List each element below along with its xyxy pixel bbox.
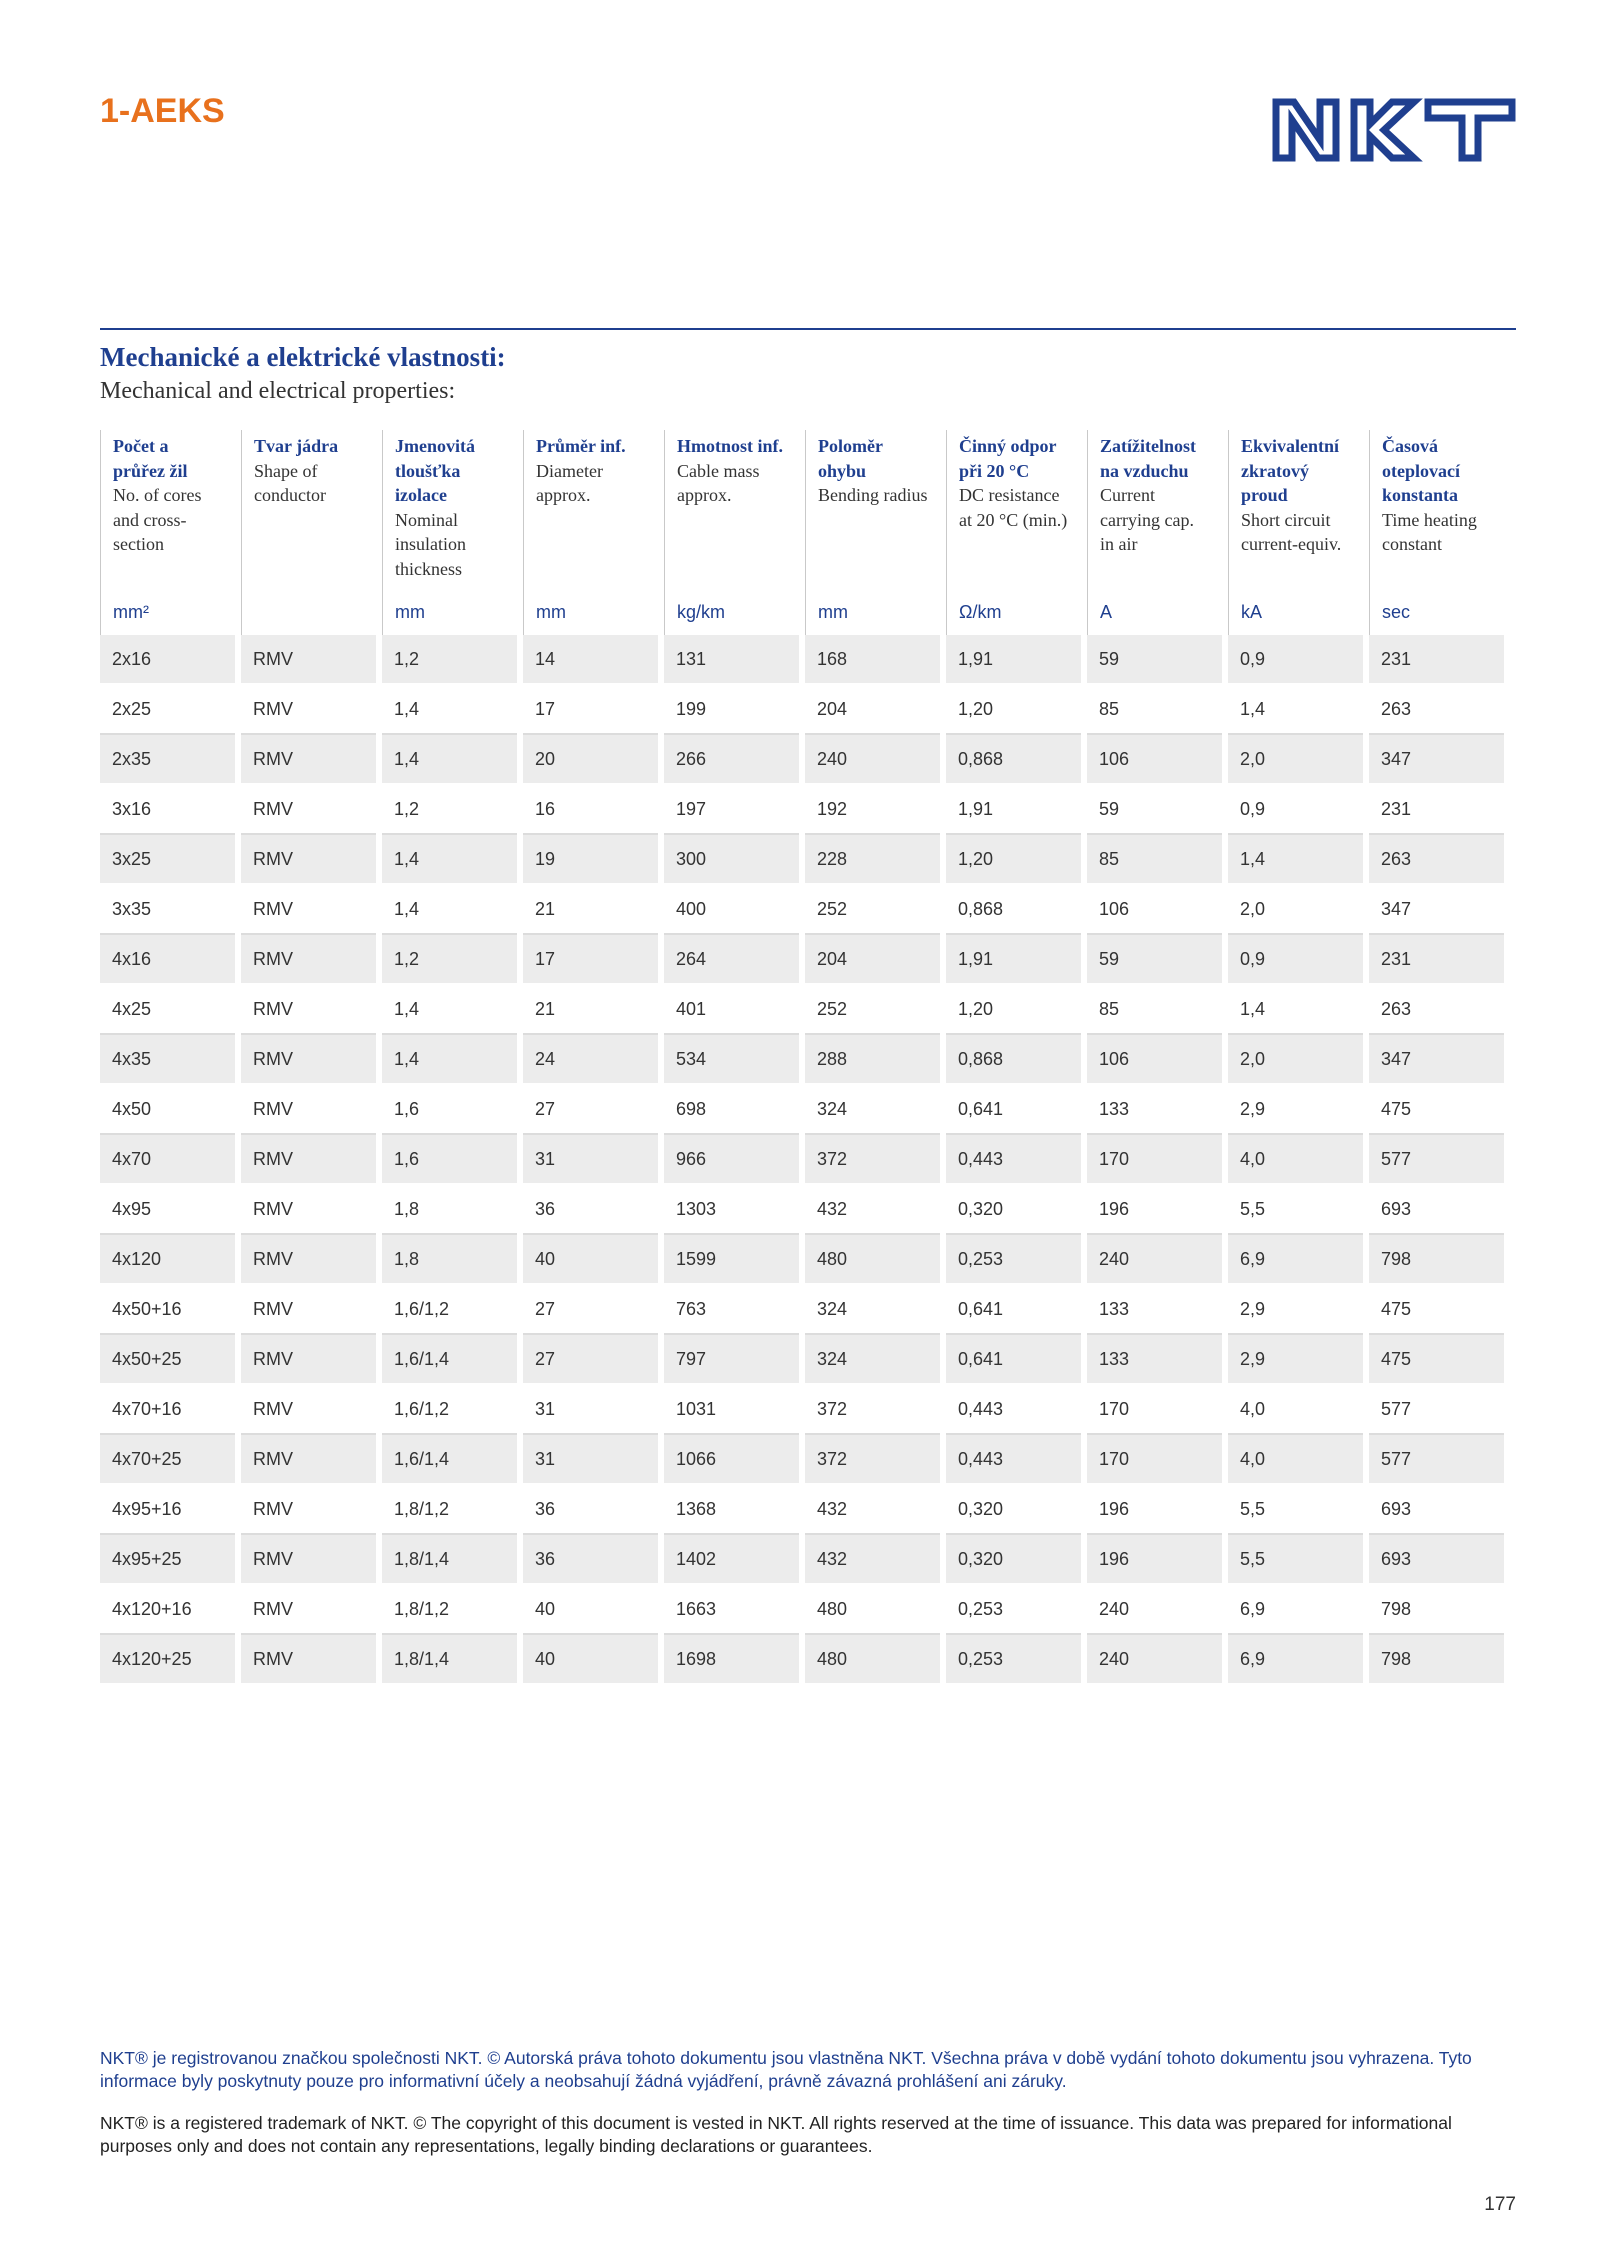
table-row bbox=[100, 1535, 1504, 1585]
table-cell: RMV bbox=[241, 1335, 376, 1385]
footer-disclaimer-en bbox=[100, 2112, 1516, 2158]
table-cell: 798 bbox=[1369, 1235, 1504, 1285]
column-header-en: Cable mass approx. bbox=[677, 460, 760, 505]
table-cell: 1,4 bbox=[382, 735, 517, 785]
column-header-en: Current carrying cap. in air bbox=[1100, 485, 1194, 554]
table-cell: 432 bbox=[805, 1185, 940, 1235]
table-cell: 106 bbox=[1087, 1035, 1222, 1085]
table-cell: 1,6 bbox=[382, 1085, 517, 1135]
table-cell: 1303 bbox=[664, 1185, 799, 1235]
table-row bbox=[100, 1135, 1504, 1185]
table-cell: 240 bbox=[1087, 1585, 1222, 1635]
table-cell: RMV bbox=[241, 935, 376, 985]
table-cell: 1066 bbox=[664, 1435, 799, 1485]
column-header-en: Bending radius bbox=[818, 485, 928, 505]
table-cell: 475 bbox=[1369, 1285, 1504, 1335]
table-cell: 300 bbox=[664, 835, 799, 885]
column-unit: kA bbox=[1228, 589, 1363, 635]
table-cell: 1,4 bbox=[382, 885, 517, 935]
table-cell: 4,0 bbox=[1228, 1435, 1363, 1485]
section-divider bbox=[100, 328, 1516, 330]
table-cell: 480 bbox=[805, 1635, 940, 1685]
table-cell: 5,5 bbox=[1228, 1485, 1363, 1535]
table-cell: 196 bbox=[1087, 1485, 1222, 1535]
table-cell: 263 bbox=[1369, 985, 1504, 1035]
table-cell: 106 bbox=[1087, 735, 1222, 785]
column-header bbox=[664, 430, 799, 589]
table-cell: RMV bbox=[241, 1235, 376, 1285]
table-row bbox=[100, 1635, 1504, 1685]
table-cell: 1,2 bbox=[382, 935, 517, 985]
table-cell: 0,641 bbox=[946, 1085, 1081, 1135]
table-row bbox=[100, 1485, 1504, 1535]
table-cell: 0,868 bbox=[946, 1035, 1081, 1085]
table-row bbox=[100, 1335, 1504, 1385]
table-cell: RMV bbox=[241, 685, 376, 735]
table-cell: 263 bbox=[1369, 835, 1504, 885]
column-header-cz: Hmotnost inf. bbox=[677, 436, 784, 456]
table-cell: 372 bbox=[805, 1385, 940, 1435]
table-cell: 797 bbox=[664, 1335, 799, 1385]
table-cell: 0,253 bbox=[946, 1235, 1081, 1285]
table-cell: 693 bbox=[1369, 1185, 1504, 1235]
table-cell: 196 bbox=[1087, 1535, 1222, 1585]
table-cell: 0,443 bbox=[946, 1385, 1081, 1435]
column-header bbox=[946, 430, 1081, 589]
table-cell: 577 bbox=[1369, 1435, 1504, 1485]
table-cell: 231 bbox=[1369, 635, 1504, 685]
table-cell: 1698 bbox=[664, 1635, 799, 1685]
column-header bbox=[382, 430, 517, 589]
table-cell: 288 bbox=[805, 1035, 940, 1085]
table-cell: 2x25 bbox=[100, 685, 235, 735]
table-cell: 59 bbox=[1087, 635, 1222, 685]
table-cell: 5,5 bbox=[1228, 1535, 1363, 1585]
table-cell: 27 bbox=[523, 1085, 658, 1135]
table-cell: 4x70+16 bbox=[100, 1385, 235, 1435]
table-row bbox=[100, 1385, 1504, 1435]
table-cell: 4,0 bbox=[1228, 1135, 1363, 1185]
table-cell: 372 bbox=[805, 1135, 940, 1185]
table-cell: 0,253 bbox=[946, 1585, 1081, 1635]
column-header-en: No. of cores and cross-section bbox=[113, 485, 202, 554]
column-header bbox=[241, 430, 376, 589]
table-cell: 6,9 bbox=[1228, 1585, 1363, 1635]
column-header bbox=[1228, 430, 1363, 589]
table-cell: 133 bbox=[1087, 1335, 1222, 1385]
column-unit bbox=[241, 589, 376, 635]
column-header-cz: Činný odpor při 20 °C bbox=[959, 436, 1057, 481]
table-cell: 197 bbox=[664, 785, 799, 835]
table-cell: 14 bbox=[523, 635, 658, 685]
table-cell: 27 bbox=[523, 1285, 658, 1335]
table-cell: 85 bbox=[1087, 835, 1222, 885]
table-cell: 1,4 bbox=[382, 835, 517, 885]
table-cell: 347 bbox=[1369, 885, 1504, 935]
table-cell: 27 bbox=[523, 1335, 658, 1385]
table-cell: 204 bbox=[805, 935, 940, 985]
table-cell: 4x120+25 bbox=[100, 1635, 235, 1685]
table-cell: 266 bbox=[664, 735, 799, 785]
table-cell: 31 bbox=[523, 1385, 658, 1435]
table-cell: 475 bbox=[1369, 1085, 1504, 1135]
column-unit: mm bbox=[523, 589, 658, 635]
column-header bbox=[1087, 430, 1222, 589]
table-cell: 4x50+25 bbox=[100, 1335, 235, 1385]
table-cell: 17 bbox=[523, 935, 658, 985]
table-cell: 4x120 bbox=[100, 1235, 235, 1285]
table-cell: 1,91 bbox=[946, 935, 1081, 985]
table-cell: 1,4 bbox=[1228, 835, 1363, 885]
table-cell: 1402 bbox=[664, 1535, 799, 1585]
table-cell: 798 bbox=[1369, 1635, 1504, 1685]
table-cell: 192 bbox=[805, 785, 940, 835]
table-header-row bbox=[100, 430, 1504, 589]
table-row bbox=[100, 785, 1504, 835]
table-cell: 1,20 bbox=[946, 985, 1081, 1035]
table-cell: 0,253 bbox=[946, 1635, 1081, 1685]
table-cell: RMV bbox=[241, 785, 376, 835]
table-cell: RMV bbox=[241, 885, 376, 935]
table-cell: 24 bbox=[523, 1035, 658, 1085]
table-row bbox=[100, 1435, 1504, 1485]
column-unit: mm² bbox=[100, 589, 235, 635]
table-cell: 228 bbox=[805, 835, 940, 885]
table-cell: 4x25 bbox=[100, 985, 235, 1035]
column-header-cz: Průměr inf. bbox=[536, 436, 626, 456]
table-cell: 324 bbox=[805, 1335, 940, 1385]
table-cell: 0,868 bbox=[946, 735, 1081, 785]
table-cell: RMV bbox=[241, 835, 376, 885]
column-header-cz: Zatížitelnost na vzduchu bbox=[1100, 436, 1196, 481]
column-header-cz: Poloměr ohybu bbox=[818, 436, 883, 481]
table-cell: RMV bbox=[241, 1435, 376, 1485]
table-row bbox=[100, 1235, 1504, 1285]
table-cell: 0,641 bbox=[946, 1335, 1081, 1385]
nkt-logo bbox=[1272, 98, 1516, 162]
table-cell: 6,9 bbox=[1228, 1635, 1363, 1685]
table-cell: 2,0 bbox=[1228, 735, 1363, 785]
table-cell: 1,4 bbox=[382, 1035, 517, 1085]
table-row bbox=[100, 1085, 1504, 1135]
table-cell: 4x95 bbox=[100, 1185, 235, 1235]
table-cell: 1,4 bbox=[1228, 685, 1363, 735]
table-cell: 231 bbox=[1369, 935, 1504, 985]
table-cell: 21 bbox=[523, 885, 658, 935]
table-cell: 698 bbox=[664, 1085, 799, 1135]
table-cell: 4x95+16 bbox=[100, 1485, 235, 1535]
table-cell: 1,6/1,4 bbox=[382, 1435, 517, 1485]
table-cell: 1,8 bbox=[382, 1185, 517, 1235]
table-cell: 966 bbox=[664, 1135, 799, 1185]
table-cell: 1,8/1,2 bbox=[382, 1485, 517, 1535]
column-header bbox=[805, 430, 940, 589]
table-cell: 1,6 bbox=[382, 1135, 517, 1185]
table-cell: 3x35 bbox=[100, 885, 235, 935]
column-header-en: DC resistance at 20 °C (min.) bbox=[959, 485, 1068, 530]
table-cell: 252 bbox=[805, 885, 940, 935]
table-cell: 2,0 bbox=[1228, 1035, 1363, 1085]
table-cell: 0,9 bbox=[1228, 635, 1363, 685]
table-cell: 693 bbox=[1369, 1535, 1504, 1585]
table-cell: 31 bbox=[523, 1435, 658, 1485]
table-cell: 763 bbox=[664, 1285, 799, 1335]
table-cell: 324 bbox=[805, 1085, 940, 1135]
table-cell: 0,641 bbox=[946, 1285, 1081, 1335]
footer-text-cz: NKT® je registrovanou značkou společnosti NKT. © Autorská práva tohoto dokumentu jsou vlastněna NKT. Všechna práva v době vydání tohoto dokumentu jsou vyhrazena. Tyto informace byly poskytnuty pouze pro informativní účely a neobsahují žádná vyjádření, právně závazná prohlášení ani záruky. bbox=[100, 2048, 1472, 2091]
table-cell: RMV bbox=[241, 1285, 376, 1335]
table-row bbox=[100, 685, 1504, 735]
table-cell: 401 bbox=[664, 985, 799, 1035]
table-cell: RMV bbox=[241, 1035, 376, 1085]
table-cell: 131 bbox=[664, 635, 799, 685]
table-cell: RMV bbox=[241, 1135, 376, 1185]
table-cell: 4x120+16 bbox=[100, 1585, 235, 1635]
column-header-en: Nominal insulation thickness bbox=[395, 509, 466, 579]
table-units-row bbox=[100, 589, 1504, 635]
table-cell: 0,443 bbox=[946, 1135, 1081, 1185]
table-cell: 196 bbox=[1087, 1185, 1222, 1235]
table-cell: 3x16 bbox=[100, 785, 235, 835]
table-row bbox=[100, 635, 1504, 685]
table-cell: 324 bbox=[805, 1285, 940, 1335]
table-cell: 4x70 bbox=[100, 1135, 235, 1185]
table-cell: 40 bbox=[523, 1585, 658, 1635]
table-cell: 1,2 bbox=[382, 785, 517, 835]
table-cell: RMV bbox=[241, 735, 376, 785]
table-cell: 1,6/1,2 bbox=[382, 1285, 517, 1335]
table-cell: 1,8/1,2 bbox=[382, 1585, 517, 1635]
table-cell: 1,6/1,2 bbox=[382, 1385, 517, 1435]
table-row bbox=[100, 935, 1504, 985]
table-cell: 85 bbox=[1087, 985, 1222, 1035]
table-cell: 36 bbox=[523, 1185, 658, 1235]
table-cell: 133 bbox=[1087, 1285, 1222, 1335]
table-cell: 17 bbox=[523, 685, 658, 735]
table-cell: 204 bbox=[805, 685, 940, 735]
table-cell: 240 bbox=[805, 735, 940, 785]
table-cell: 199 bbox=[664, 685, 799, 735]
table-cell: 263 bbox=[1369, 685, 1504, 735]
table-cell: 480 bbox=[805, 1235, 940, 1285]
column-header bbox=[1369, 430, 1504, 589]
table-row bbox=[100, 1185, 1504, 1235]
table-cell: 0,443 bbox=[946, 1435, 1081, 1485]
table-cell: 240 bbox=[1087, 1235, 1222, 1285]
table-cell: 347 bbox=[1369, 1035, 1504, 1085]
table-cell: 240 bbox=[1087, 1635, 1222, 1685]
table-cell: RMV bbox=[241, 1485, 376, 1535]
table-cell: 16 bbox=[523, 785, 658, 835]
table-cell: 0,320 bbox=[946, 1485, 1081, 1535]
column-header-cz: Časová oteplovací konstanta bbox=[1382, 436, 1460, 505]
table-cell: 36 bbox=[523, 1535, 658, 1585]
table-cell: 2x16 bbox=[100, 635, 235, 685]
table-cell: 475 bbox=[1369, 1335, 1504, 1385]
table-cell: 3x25 bbox=[100, 835, 235, 885]
table-cell: 372 bbox=[805, 1435, 940, 1485]
footer-text-en: NKT® is a registered trademark of NKT. © The copyright of this document is vested in NKT. All rights reserved at the time of issuance. This data was prepared for informational purposes only and does not contain any representations, legally binding declarations or guarantees. bbox=[100, 2113, 1452, 2156]
table-cell: 1,4 bbox=[382, 685, 517, 735]
table-cell: 31 bbox=[523, 1135, 658, 1185]
table-cell: 1,8 bbox=[382, 1235, 517, 1285]
table-cell: 170 bbox=[1087, 1435, 1222, 1485]
table-cell: RMV bbox=[241, 1085, 376, 1135]
table-cell: 1031 bbox=[664, 1385, 799, 1435]
table-cell: 1,91 bbox=[946, 785, 1081, 835]
table-cell: 1,4 bbox=[1228, 985, 1363, 1035]
column-header-cz: Ekvivalentní zkratový proud bbox=[1241, 436, 1340, 505]
table-cell: 1,6/1,4 bbox=[382, 1335, 517, 1385]
table-row bbox=[100, 985, 1504, 1035]
footer-disclaimer-cz bbox=[100, 2047, 1516, 2093]
table-cell: 400 bbox=[664, 885, 799, 935]
table-cell: 0,9 bbox=[1228, 935, 1363, 985]
table-cell: 170 bbox=[1087, 1135, 1222, 1185]
table-cell: 106 bbox=[1087, 885, 1222, 935]
table-cell: 6,9 bbox=[1228, 1235, 1363, 1285]
table-cell: 40 bbox=[523, 1235, 658, 1285]
table-cell: RMV bbox=[241, 1585, 376, 1635]
table-cell: 4x70+25 bbox=[100, 1435, 235, 1485]
table-cell: 4x35 bbox=[100, 1035, 235, 1085]
table-cell: 4x50 bbox=[100, 1085, 235, 1135]
table-cell: 0,9 bbox=[1228, 785, 1363, 835]
table-cell: RMV bbox=[241, 1185, 376, 1235]
table-cell: 19 bbox=[523, 835, 658, 885]
column-unit: A bbox=[1087, 589, 1222, 635]
table-cell: 168 bbox=[805, 635, 940, 685]
table-row bbox=[100, 835, 1504, 885]
section-title: Mechanické a elektrické vlastnosti: bbox=[100, 342, 506, 372]
table-cell: 1,91 bbox=[946, 635, 1081, 685]
table-cell: 1,20 bbox=[946, 835, 1081, 885]
column-unit: mm bbox=[382, 589, 517, 635]
table-cell: 2,9 bbox=[1228, 1085, 1363, 1135]
table-row bbox=[100, 885, 1504, 935]
table-cell: 2x35 bbox=[100, 735, 235, 785]
table-cell: 1,4 bbox=[382, 985, 517, 1035]
table-cell: 1,20 bbox=[946, 685, 1081, 735]
table-row bbox=[100, 1035, 1504, 1085]
table-cell: 577 bbox=[1369, 1135, 1504, 1185]
table-cell: RMV bbox=[241, 985, 376, 1035]
table-row bbox=[100, 1285, 1504, 1335]
table-cell: 0,320 bbox=[946, 1535, 1081, 1585]
column-header-en: Diameter approx. bbox=[536, 460, 603, 505]
table-cell: 2,9 bbox=[1228, 1285, 1363, 1335]
table-cell: 1,2 bbox=[382, 635, 517, 685]
table-cell: 4,0 bbox=[1228, 1385, 1363, 1435]
table-cell: 432 bbox=[805, 1535, 940, 1585]
table-cell: 1,8/1,4 bbox=[382, 1635, 517, 1685]
table-cell: 2,9 bbox=[1228, 1335, 1363, 1385]
table-cell: 0,320 bbox=[946, 1185, 1081, 1235]
table-cell: RMV bbox=[241, 635, 376, 685]
table-cell: 480 bbox=[805, 1585, 940, 1635]
table-row bbox=[100, 735, 1504, 785]
table-row bbox=[100, 1585, 1504, 1635]
table-cell: RMV bbox=[241, 1385, 376, 1435]
table-cell: 347 bbox=[1369, 735, 1504, 785]
section-subtitle: Mechanical and electrical properties: bbox=[100, 378, 456, 404]
column-header-cz: Tvar jádra bbox=[254, 436, 339, 456]
table-cell: 577 bbox=[1369, 1385, 1504, 1435]
table-cell: 264 bbox=[664, 935, 799, 985]
column-unit: Ω/km bbox=[946, 589, 1081, 635]
table-cell: 36 bbox=[523, 1485, 658, 1535]
column-header bbox=[100, 430, 235, 589]
column-unit: sec bbox=[1369, 589, 1504, 635]
document-title: 1-AEKS bbox=[100, 92, 225, 130]
table-cell: 2,0 bbox=[1228, 885, 1363, 935]
table-cell: RMV bbox=[241, 1635, 376, 1685]
table-cell: RMV bbox=[241, 1535, 376, 1585]
column-header-cz: Jmenovitá tloušťka izolace bbox=[395, 436, 475, 505]
table-body bbox=[100, 635, 1504, 1685]
table-cell: 21 bbox=[523, 985, 658, 1035]
table-cell: 1599 bbox=[664, 1235, 799, 1285]
table-cell: 5,5 bbox=[1228, 1185, 1363, 1235]
table-cell: 534 bbox=[664, 1035, 799, 1085]
table-cell: 4x50+16 bbox=[100, 1285, 235, 1335]
page-number: 177 bbox=[1484, 2194, 1516, 2215]
table-cell: 432 bbox=[805, 1485, 940, 1535]
table-cell: 133 bbox=[1087, 1085, 1222, 1135]
table-cell: 4x95+25 bbox=[100, 1535, 235, 1585]
table-cell: 170 bbox=[1087, 1385, 1222, 1435]
column-unit: mm bbox=[805, 589, 940, 635]
table-cell: 40 bbox=[523, 1635, 658, 1685]
table-cell: 798 bbox=[1369, 1585, 1504, 1635]
table-cell: 1,8/1,4 bbox=[382, 1535, 517, 1585]
table-cell: 0,868 bbox=[946, 885, 1081, 935]
table-cell: 231 bbox=[1369, 785, 1504, 835]
table-cell: 252 bbox=[805, 985, 940, 1035]
column-header-en: Shape of conductor bbox=[254, 460, 326, 505]
column-header bbox=[523, 430, 658, 589]
table-cell: 693 bbox=[1369, 1485, 1504, 1535]
table-cell: 20 bbox=[523, 735, 658, 785]
table-cell: 1663 bbox=[664, 1585, 799, 1635]
properties-table bbox=[94, 430, 1510, 1685]
table-cell: 59 bbox=[1087, 935, 1222, 985]
column-header-cz: Počet a průřez žil bbox=[113, 436, 188, 481]
table-cell: 59 bbox=[1087, 785, 1222, 835]
column-header-en: Time heating constant bbox=[1382, 509, 1477, 554]
column-unit: kg/km bbox=[664, 589, 799, 635]
table-cell: 4x16 bbox=[100, 935, 235, 985]
table-cell: 1368 bbox=[664, 1485, 799, 1535]
table-cell: 85 bbox=[1087, 685, 1222, 735]
column-header-en: Short circuit current-equiv. bbox=[1241, 509, 1342, 554]
